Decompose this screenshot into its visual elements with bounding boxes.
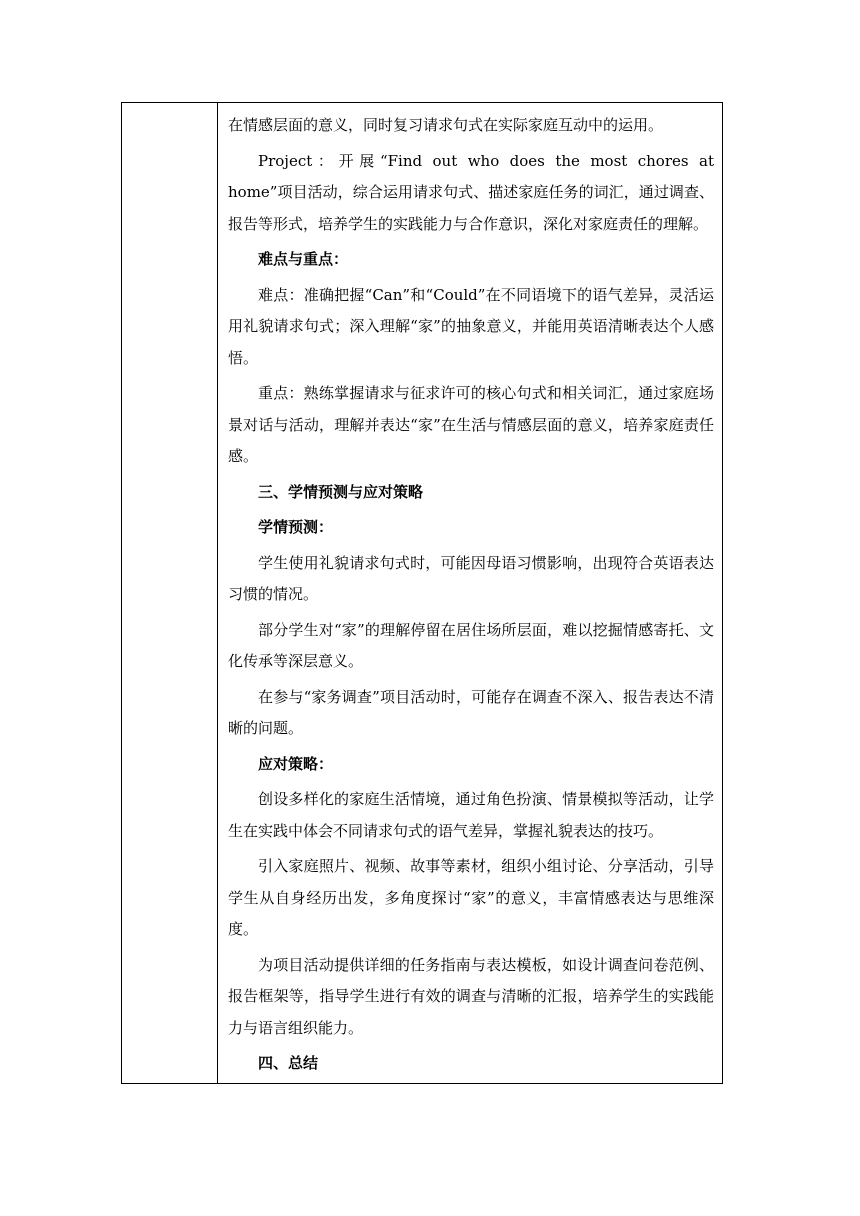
- paragraph-prediction-3: 在参与“家务调查”项目活动时，可能存在调查不深入、报告表达不清晰的问题。: [228, 687, 714, 737]
- paragraph-intro-continuation: 在情感层面的意义，同时复习请求句式在实际家庭互动中的运用。: [228, 116, 664, 134]
- heading-section-three: 三、学情预测与应对策略: [258, 482, 424, 501]
- paragraph-prediction-1: 学生使用礼貌请求句式时，可能因母语习惯影响，出现符合英语表达习惯的情况。: [228, 553, 714, 603]
- heading-difficulties-and-keypoints: 难点与重点：: [258, 250, 349, 268]
- paragraph-project: Project：开展“Find out who does the most chores at home”项目活动，综合运用请求句式、描述家庭任务的词汇，通过调查、报告等形式，培养学生的实践能力与合作意识，深化对家庭责任的理解。: [228, 151, 714, 233]
- paragraph-strategy-2: 引入家庭照片、视频、故事等素材，组织小组讨论、分享活动，引导学生从自身经历出发，多角度探讨“家”的意义，丰富情感表达与思维深度。: [228, 857, 714, 938]
- lesson-plan-table: [121, 102, 723, 1084]
- table-content-column: [218, 103, 722, 1083]
- heading-learning-prediction: 学情预测：: [258, 518, 334, 536]
- heading-strategies: 应对策略：: [258, 754, 334, 773]
- paragraph-strategy-3: 为项目活动提供详细的任务指南与表达模板，如设计调查问卷范例、报告框架等，指导学生进行有效的调查与清晰的汇报，培养学生的实践能力与语言组织能力。: [228, 955, 714, 1037]
- paragraph-strategy-1: 创设多样化的家庭生活情境，通过角色扮演、情景模拟等活动，让学生在实践中体会不同请求句式的语气差异，掌握礼貌表达的技巧。: [228, 790, 714, 840]
- paragraph-keypoints: 重点：熟练掌握请求与征求许可的核心句式和相关词汇，通过家庭场景对话与活动，理解并表达“家”在生活与情感层面的意义，培养家庭责任感。: [228, 384, 714, 465]
- paragraph-prediction-2: 部分学生对“家”的理解停留在居住场所层面，难以挖掘情感寄托、文化传承等深层意义。: [228, 620, 714, 670]
- table-label-column: [122, 103, 218, 1083]
- heading-section-four: 四、总结: [258, 1054, 319, 1072]
- paragraph-difficulties: 难点：准确把握“Can”和“Could”在不同语境下的语气差异，灵活运用礼貌请求句式；深入理解“家”的抽象意义，并能用英语清晰表达个人感悟。: [228, 285, 714, 367]
